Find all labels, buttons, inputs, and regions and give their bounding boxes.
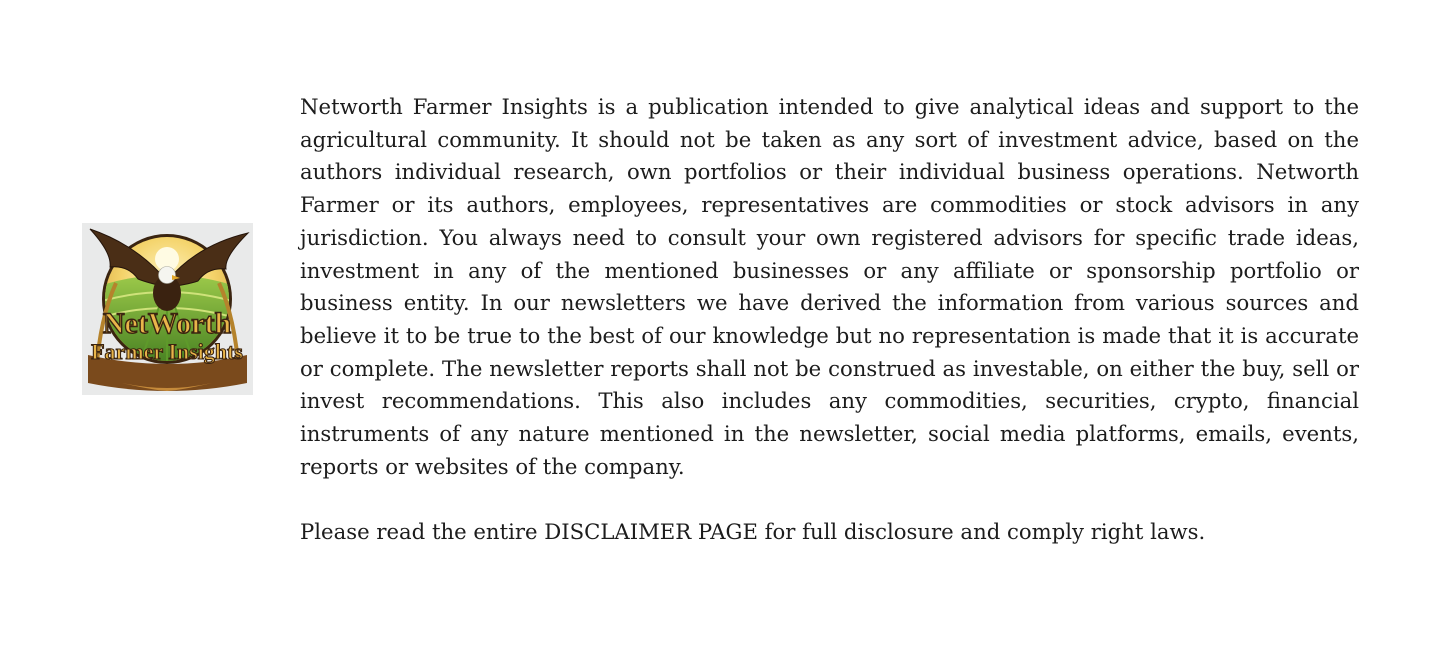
disclaimer-note: Please read the entire DISCLAIMER PAGE for full disclosure and comply right laws. <box>300 519 1206 545</box>
eagle-farm-logo-icon <box>82 223 253 395</box>
disclaimer-body: Networth Farmer Insights is a publication intended to give analytical ideas and support to the agricultural community. It should not be taken as any sort of investment advice, based on the authors individual research, own portfolios or their individual business operations. Networth Farmer or its authors, employees, representatives are commodities or stock advisors in any jurisdiction. You always need to consult your own registered advisors for specific trade ideas, investment in any of the mentioned businesses or any affiliate or sponsorship portfolio or business entity. In our newsletters we have derived the information from various sources and believe it to be true to the best of our knowledge but no representation is made that it is accurate or complete. The newsletter reports shall not be construed as investable, on either the buy, sell or invest recommendations. This also includes any commodities, securities, crypto, financial instruments of any nature mentioned in the newsletter, social media platforms, emails, events, reports or websites of the company. <box>300 94 1359 479</box>
logo-line2: Farmer Insights <box>91 339 243 364</box>
networth-farmer-insights-logo <box>82 223 253 395</box>
logo-line1: NetWorth <box>102 307 232 340</box>
disclaimer-section <box>300 91 1359 549</box>
